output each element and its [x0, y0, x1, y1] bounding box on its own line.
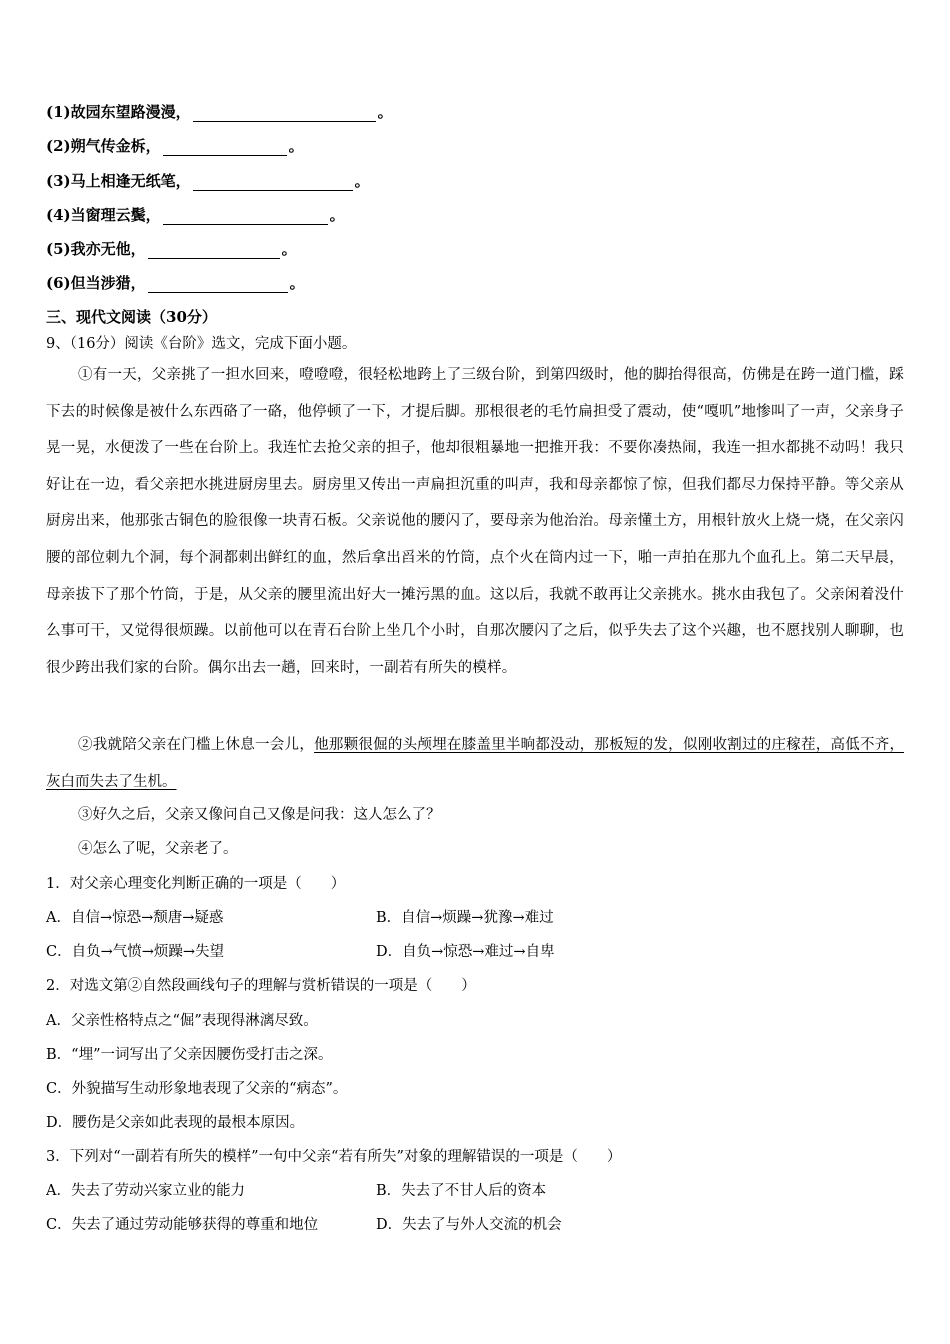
question-1-option-c[interactable]: C．自负→气愤→烦躁→失望 [46, 944, 225, 960]
fill-blank-text: 马上相逢无纸笔， [70, 172, 191, 190]
fill-blank-end: 。 [377, 103, 393, 121]
fill-blank-6 [46, 273, 305, 293]
question-1-option-a[interactable]: A．自信→惊恐→颓唐→疑惑 [46, 910, 224, 926]
fill-blank-3 [46, 171, 370, 191]
passage-paragraph-3: ③好久之后，父亲又像问自己又像是问我：这人怎么了？ [78, 807, 441, 823]
fill-blank-number: (2) [46, 137, 71, 155]
fill-blank-4 [46, 205, 345, 225]
underlined-sentence: 他那颗很倔的头颅埋在膝盖里半晌都没动，那板短的发，似刚收割过的庄稼茬，高低不齐，灰白而失去了生机。 [46, 737, 905, 790]
fill-blank-number: (4) [46, 206, 71, 224]
question-1-option-b[interactable]: B．自信→烦躁→犹豫→难过 [376, 910, 554, 926]
question-1-stem: 1．对父亲心理变化判断正确的一项是（ ） [46, 876, 346, 892]
question-3-option-a[interactable]: A．失去了劳动兴家立业的能力 [46, 1183, 245, 1199]
question-3-option-d[interactable]: D．失去了与外人交流的机会 [376, 1217, 562, 1233]
fill-blank-end: 。 [354, 172, 370, 190]
fill-blank-end: 。 [329, 206, 345, 224]
answer-blank[interactable] [148, 244, 280, 259]
fill-blank-text: 但当涉猎， [70, 274, 146, 292]
answer-blank[interactable] [193, 107, 376, 122]
fill-blank-5 [46, 239, 297, 259]
passage-paragraph-1: ①有一天，父亲挑了一担水回来，噔噔噔，很轻松地跨上了三级台阶，到第四级时，他的脚抬得很高，仿佛是在跨一道门槛，踩下去的时候像是被什么东西硌了一硌，他停顿了一下，才提后脚。那根很老的毛竹扁担受了震动，使“嘎叽”地惨叫了一声，父亲身子晃一晃，水便泼了一些在台阶上。我连忙去抢父亲的担子，他却很粗暴地一把推开我：不要你凑热闹，我连一担水都挑不动吗！我只好让在一边，看父亲把水挑进厨房里去。厨房里又传出一声扁担沉重的叫声，我和母亲都惊了惊，但我们都尽力保持平静。等父亲从厨房出来，他那张古铜色的脸很像一块青石板。父亲说他的腰闪了，要母亲为他治治。母亲懂土方，用根针放火上烧一烧，在父亲闪腰的部位刺九个洞，每个洞都刺出鲜红的血，然后拿出舀米的竹筒，点个火在筒内过一下，啪一声拍在那九个血孔上。第二天早晨，母亲拔下了那个竹筒，于是，从父亲的腰里流出好大一摊污黑的血。这以后，我就不敢再让父亲挑水。挑水由我包了。父亲闲着没什么事可干，又觉得很烦躁。以前他可以在青石台阶上坐几个小时，自那次腰闪了之后，似乎失去了这个兴趣，也不愿找别人聊聊，也很少跨出我们家的台阶。偶尔出去一趟，回来时，一副若有所失的模样。 [46, 367, 904, 676]
passage-paragraph-2 [46, 727, 904, 800]
question-intro: 9、（16分）阅读《台阶》选文，完成下面小题。 [46, 336, 357, 352]
question-2-option-b[interactable]: B．“埋”一词写出了父亲因腰伤受打击之深。 [46, 1047, 333, 1063]
answer-blank[interactable] [163, 141, 287, 156]
question-3-option-b[interactable]: B．失去了不甘人后的资本 [376, 1183, 547, 1199]
answer-blank[interactable] [193, 176, 353, 191]
question-1-option-d[interactable]: D．自负→惊恐→难过→自卑 [376, 944, 555, 960]
question-2-option-a[interactable]: A．父亲性格特点之“倔”表现得淋漓尽致。 [46, 1013, 318, 1029]
question-2-option-d[interactable]: D．腰伤是父亲如此表现的最根本原因。 [46, 1115, 305, 1131]
paragraph-2-lead: ②我就陪父亲在门槛上休息一会儿， [78, 737, 315, 753]
question-3-stem: 3．下列对“一副若有所失的模样”一句中父亲“若有所失”对象的理解错误的一项是（ ） [46, 1149, 622, 1165]
answer-blank[interactable] [163, 210, 328, 225]
fill-blank-number: (1) [46, 103, 71, 121]
fill-blank-text: 我亦无他， [70, 240, 146, 258]
answer-blank[interactable] [148, 278, 288, 293]
question-3-option-c[interactable]: C．失去了通过劳动能够获得的尊重和地位 [46, 1217, 319, 1233]
fill-blank-text: 朔气传金柝， [70, 137, 161, 155]
passage-paragraph-4: ④怎么了呢，父亲老了。 [78, 841, 238, 857]
fill-blank-1 [46, 102, 393, 122]
fill-blank-text: 故园东望路漫漫， [70, 103, 191, 121]
question-2-stem: 2．对选文第②自然段画线句子的理解与赏析错误的一项是（ ） [46, 978, 476, 994]
section-title: 三、现代文阅读（30分） [46, 308, 217, 326]
fill-blank-number: (5) [46, 240, 71, 258]
fill-blank-number: (3) [46, 172, 71, 190]
fill-blank-number: (6) [46, 274, 71, 292]
fill-blank-end: 。 [288, 137, 304, 155]
fill-blank-end: 。 [281, 240, 297, 258]
fill-blank-text: 当窗理云鬓， [70, 206, 161, 224]
fill-blank-2 [46, 136, 304, 156]
question-2-option-c[interactable]: C．外貌描写生动形象地表现了父亲的“病态”。 [46, 1081, 348, 1097]
fill-blank-end: 。 [289, 274, 305, 292]
